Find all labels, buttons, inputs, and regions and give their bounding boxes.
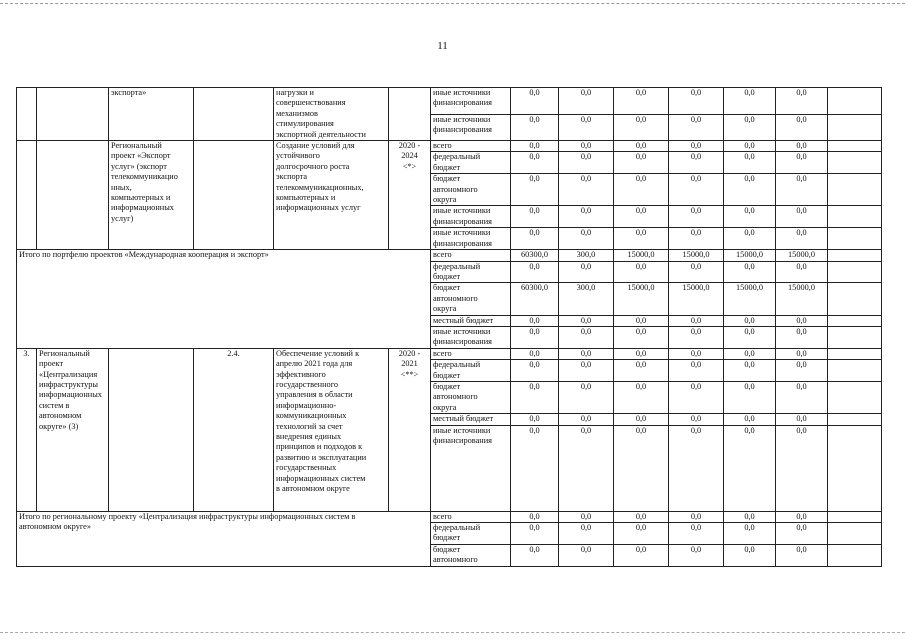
value-cell: 0,0 [511, 348, 559, 359]
value-cell: 0,0 [511, 425, 559, 511]
value-cell: 0,0 [614, 152, 669, 174]
value-cell: 0,0 [724, 206, 776, 228]
value-cell: 300,0 [559, 283, 614, 315]
value-cell: 0,0 [511, 381, 559, 413]
value-cell: 0,0 [614, 88, 669, 115]
value-cell: 0,0 [776, 544, 828, 566]
value-cell: 0,0 [559, 523, 614, 545]
value-cell: 0,0 [724, 511, 776, 522]
code-cell [194, 88, 274, 141]
code-cell: 2.4. [194, 348, 274, 511]
value-cell: 0,0 [724, 261, 776, 283]
value-cell: 0,0 [776, 228, 828, 250]
value-cell: 0,0 [559, 261, 614, 283]
value-cell: 60300,0 [511, 250, 559, 261]
table-row [17, 141, 882, 152]
value-cell: 0,0 [559, 228, 614, 250]
value-cell: 0,0 [724, 544, 776, 566]
value-cell: 15000,0 [724, 250, 776, 261]
value-cell: 0,0 [559, 315, 614, 326]
value-cell: 0,0 [614, 141, 669, 152]
funding-source-cell: бюджет автономного округа [431, 283, 511, 315]
value-cell: 0,0 [669, 88, 724, 115]
project-name-cell: экспорта» [109, 88, 194, 141]
value-cell: 0,0 [614, 114, 669, 141]
value-cell: 0,0 [724, 141, 776, 152]
value-cell: 0,0 [669, 544, 724, 566]
value-cell: 0,0 [559, 544, 614, 566]
value-cell: 0,0 [776, 152, 828, 174]
value-cell: 0,0 [511, 544, 559, 566]
value-cell: 15000,0 [614, 250, 669, 261]
value-cell: 0,0 [724, 425, 776, 511]
value-cell: 15000,0 [614, 283, 669, 315]
empty-cell [828, 414, 882, 425]
value-cell: 0,0 [511, 228, 559, 250]
empty-cell [828, 523, 882, 545]
project-name-cell: Региональный проект «Экспорт услуг» (экспорт телекоммуникацио нных, компьютерных и информационных услуг) [109, 141, 194, 250]
value-cell: 0,0 [776, 425, 828, 511]
total-label-cell: Итого по региональному проекту «Централизация инфраструктуры информационных систем в автономном округе» [17, 511, 431, 566]
page-number: 11 [437, 40, 448, 52]
value-cell: 0,0 [724, 152, 776, 174]
value-cell: 0,0 [559, 326, 614, 348]
value-cell: 0,0 [776, 88, 828, 115]
value-cell: 0,0 [511, 261, 559, 283]
value-cell: 0,0 [669, 114, 724, 141]
empty-cell [828, 250, 882, 261]
value-cell: 0,0 [511, 174, 559, 206]
value-cell: 0,0 [559, 141, 614, 152]
value-cell: 0,0 [614, 414, 669, 425]
funding-source-cell: иные источники финансирования [431, 425, 511, 511]
value-cell: 15000,0 [669, 283, 724, 315]
value-cell: 0,0 [724, 114, 776, 141]
value-cell: 15000,0 [776, 283, 828, 315]
value-cell: 0,0 [669, 523, 724, 545]
value-cell: 0,0 [614, 544, 669, 566]
value-cell: 0,0 [614, 261, 669, 283]
value-cell: 0,0 [669, 206, 724, 228]
value-cell: 0,0 [614, 360, 669, 382]
empty-cell [828, 381, 882, 413]
value-cell: 0,0 [669, 261, 724, 283]
empty-cell [828, 206, 882, 228]
value-cell: 0,0 [614, 348, 669, 359]
value-cell: 0,0 [559, 174, 614, 206]
value-cell: 0,0 [559, 114, 614, 141]
empty-cell [828, 360, 882, 382]
funding-source-cell: местный бюджет [431, 315, 511, 326]
funding-source-cell: всего [431, 141, 511, 152]
value-cell: 0,0 [776, 114, 828, 141]
funding-source-cell: всего [431, 348, 511, 359]
empty-cell [828, 326, 882, 348]
empty-cell [828, 141, 882, 152]
empty-cell [828, 261, 882, 283]
value-cell: 0,0 [511, 141, 559, 152]
empty-cell [828, 228, 882, 250]
empty-cell [828, 544, 882, 566]
empty-cell [828, 425, 882, 511]
value-cell: 15000,0 [724, 283, 776, 315]
portfolio-cell [37, 88, 109, 141]
value-cell: 0,0 [614, 326, 669, 348]
value-cell: 0,0 [776, 315, 828, 326]
value-cell: 60300,0 [511, 283, 559, 315]
table-row [17, 250, 882, 261]
empty-cell [828, 348, 882, 359]
description-cell: Обеспечение условий к апрелю 2021 года для эффективного государственного управления в области информационно- коммуникационных технологий за счет внедрения единых принципов и подходов к развитию и эксплуатации государственных информационных систем в автономном округе [274, 348, 389, 511]
value-cell: 0,0 [724, 523, 776, 545]
value-cell: 0,0 [776, 360, 828, 382]
empty-cell [828, 88, 882, 115]
value-cell: 0,0 [669, 414, 724, 425]
funding-source-cell: бюджет автономного округа [431, 174, 511, 206]
value-cell: 0,0 [559, 206, 614, 228]
project-name-cell: Региональный проект «Централизация инфраструктуры информационных систем в автономном округе» (3) [37, 348, 109, 511]
total-label-cell: Итого по портфелю проектов «Международная кооперация и экспорт» [17, 250, 431, 349]
value-cell: 0,0 [776, 326, 828, 348]
period-cell [389, 88, 431, 141]
empty-cell [828, 315, 882, 326]
value-cell: 15000,0 [776, 250, 828, 261]
value-cell: 0,0 [724, 326, 776, 348]
funding-source-cell: иные источники финансирования [431, 228, 511, 250]
empty-cell [828, 511, 882, 522]
value-cell: 0,0 [511, 511, 559, 522]
value-cell: 0,0 [614, 425, 669, 511]
value-cell: 0,0 [724, 174, 776, 206]
value-cell: 0,0 [669, 152, 724, 174]
empty-cell [828, 114, 882, 141]
table-row [17, 348, 882, 359]
num-cell [17, 141, 37, 250]
table-row [17, 511, 882, 522]
value-cell: 0,0 [669, 348, 724, 359]
value-cell: 0,0 [511, 326, 559, 348]
num-cell [17, 88, 37, 141]
value-cell: 0,0 [724, 315, 776, 326]
value-cell: 0,0 [559, 381, 614, 413]
value-cell: 0,0 [669, 228, 724, 250]
portfolio-cell [109, 348, 194, 511]
value-cell: 0,0 [669, 381, 724, 413]
portfolio-cell [37, 141, 109, 250]
funding-source-cell: всего [431, 250, 511, 261]
value-cell: 0,0 [776, 174, 828, 206]
value-cell: 0,0 [511, 88, 559, 115]
funding-source-cell: местный бюджет [431, 414, 511, 425]
value-cell: 0,0 [614, 206, 669, 228]
value-cell: 0,0 [669, 174, 724, 206]
value-cell: 0,0 [559, 414, 614, 425]
value-cell: 0,0 [511, 414, 559, 425]
funding-source-cell: федеральный бюджет [431, 523, 511, 545]
value-cell: 0,0 [614, 228, 669, 250]
funding-source-cell: федеральный бюджет [431, 360, 511, 382]
funding-source-cell: всего [431, 511, 511, 522]
value-cell: 0,0 [614, 315, 669, 326]
value-cell: 0,0 [511, 315, 559, 326]
value-cell: 0,0 [614, 174, 669, 206]
value-cell: 0,0 [776, 261, 828, 283]
value-cell: 0,0 [559, 511, 614, 522]
value-cell: 0,0 [511, 360, 559, 382]
value-cell: 0,0 [559, 152, 614, 174]
value-cell: 0,0 [776, 511, 828, 522]
funding-source-cell: иные источники финансирования [431, 88, 511, 115]
funding-source-cell: федеральный бюджет [431, 261, 511, 283]
period-cell: 2020 - 2024 <*> [389, 141, 431, 250]
funding-source-cell: бюджет автономного [431, 544, 511, 566]
value-cell: 0,0 [511, 152, 559, 174]
value-cell: 0,0 [724, 360, 776, 382]
value-cell: 0,0 [614, 511, 669, 522]
value-cell: 0,0 [559, 88, 614, 115]
description-cell: Создание условий для устойчивого долгосрочного роста экспорта телекоммуникационных, компьютерных и информационных услуг [274, 141, 389, 250]
value-cell: 0,0 [669, 315, 724, 326]
value-cell: 0,0 [724, 414, 776, 425]
value-cell: 15000,0 [669, 250, 724, 261]
top-border-line [0, 3, 905, 4]
value-cell: 0,0 [669, 425, 724, 511]
funding-source-cell: иные источники финансирования [431, 206, 511, 228]
code-cell [194, 141, 274, 250]
num-cell: 3. [17, 348, 37, 511]
value-cell: 0,0 [559, 348, 614, 359]
value-cell: 0,0 [724, 381, 776, 413]
value-cell: 0,0 [776, 414, 828, 425]
value-cell: 0,0 [559, 360, 614, 382]
funding-source-cell: бюджет автономного округа [431, 381, 511, 413]
value-cell: 0,0 [511, 523, 559, 545]
empty-cell [828, 152, 882, 174]
funding-source-cell: иные источники финансирования [431, 114, 511, 141]
budget-table [16, 87, 882, 567]
value-cell: 0,0 [776, 523, 828, 545]
value-cell: 0,0 [724, 228, 776, 250]
bottom-border-line [0, 632, 905, 633]
description-cell: нагрузки и совершенствования механизмов стимулирования экспортной деятельности [274, 88, 389, 141]
funding-source-cell: иные источники финансирования [431, 326, 511, 348]
empty-cell [828, 283, 882, 315]
empty-cell [828, 174, 882, 206]
value-cell: 0,0 [669, 360, 724, 382]
value-cell: 0,0 [559, 425, 614, 511]
value-cell: 0,0 [614, 523, 669, 545]
value-cell: 0,0 [669, 141, 724, 152]
value-cell: 0,0 [669, 326, 724, 348]
value-cell: 0,0 [669, 511, 724, 522]
value-cell: 0,0 [776, 206, 828, 228]
value-cell: 300,0 [559, 250, 614, 261]
value-cell: 0,0 [511, 114, 559, 141]
value-cell: 0,0 [776, 348, 828, 359]
table-row [17, 88, 882, 115]
value-cell: 0,0 [776, 141, 828, 152]
value-cell: 0,0 [511, 206, 559, 228]
period-cell: 2020 - 2021 <**> [389, 348, 431, 511]
funding-source-cell: федеральный бюджет [431, 152, 511, 174]
value-cell: 0,0 [776, 381, 828, 413]
value-cell: 0,0 [614, 381, 669, 413]
value-cell: 0,0 [724, 88, 776, 115]
value-cell: 0,0 [724, 348, 776, 359]
